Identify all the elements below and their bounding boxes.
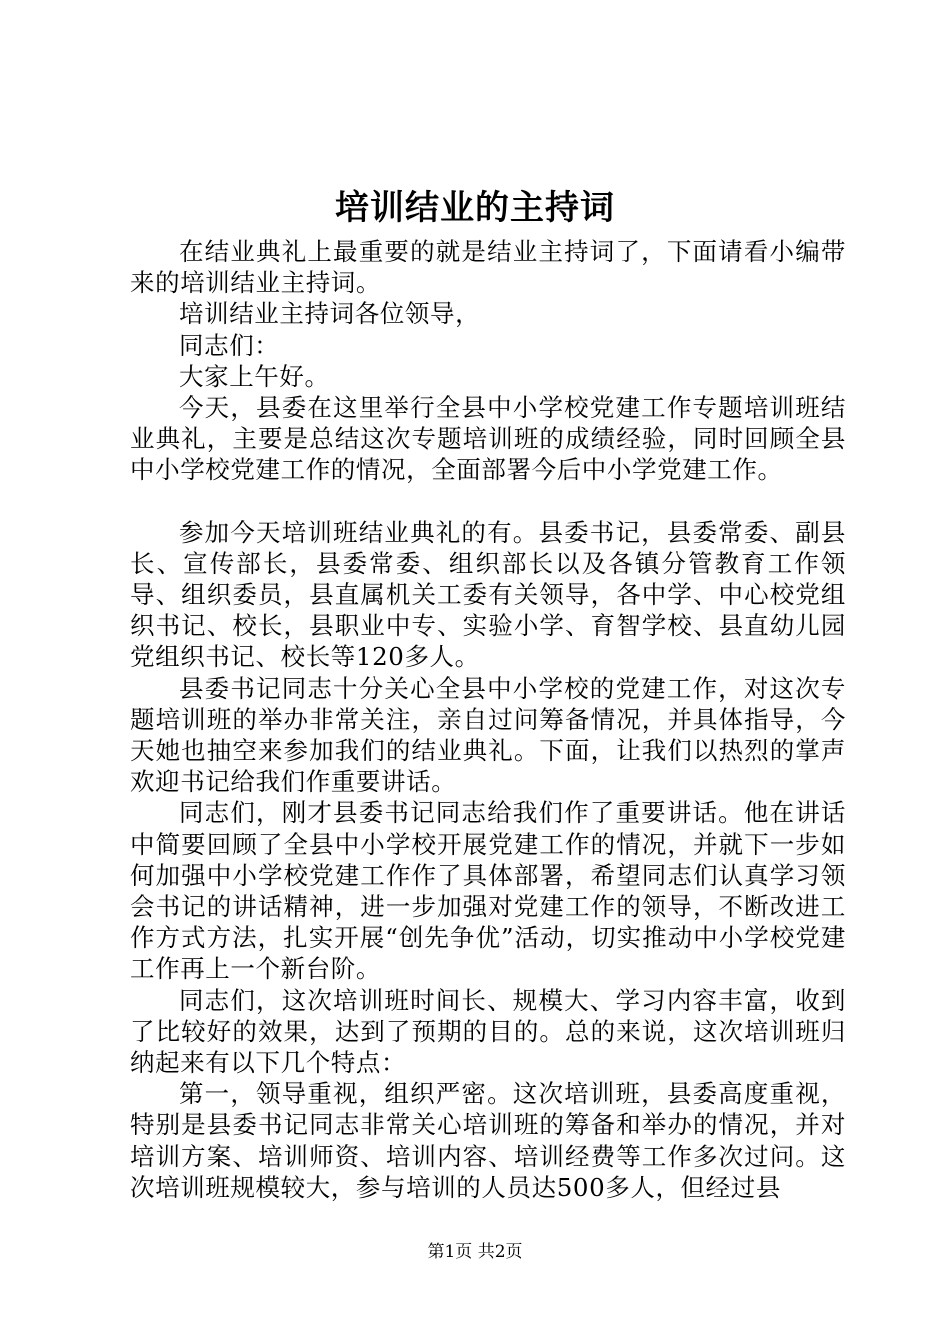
paragraph-greeting: 大家上午好。 [179, 361, 330, 391]
page-number: 第1页 共2页 [427, 1242, 523, 1262]
paragraph-opening: 今天，县委在这里举行全县中小学校党建工作专题培训班结业典礼，主要是总结这次专题培训班的成绩经验，同时回顾全县中小学校党建工作的情况，全面部署今后中小学党建工作。 [130, 393, 846, 485]
document-title: 培训结业的主持词 [335, 188, 615, 228]
paragraph-intro: 在结业典礼上最重要的就是结业主持词了，下面请看小编带来的培训结业主持词。 [130, 237, 846, 298]
paragraph-first-point: 第一，领导重视，组织严密。这次培训班，县委高度重视，特别是县委书记同志非常关心培训班的筹备和举办的情况，并对培训方案、培训师资、培训内容、培训经费等工作多次过问。这次培训班规模较大，参与培训的人员达500多人，但经过县 [130, 1079, 846, 1202]
paragraph-comrades: 同志们： [179, 330, 280, 360]
document-body [130, 236, 846, 1203]
paragraph-attendees: 参加今天培训班结业典礼的有。县委书记，县委常委、副县长、宣传部长，县委常委、组织部长以及各镇分管教育工作领导、组织委员，县直属机关工委有关领导，各中学、中心校党组织书记、校长，县职业中专、实验小学、育智学校、县直幼儿园党组织书记、校长等120多人。 [130, 517, 846, 672]
paragraph-salutation: 培训结业主持词各位领导， [179, 299, 481, 329]
paragraph-secretary-intro: 县委书记同志十分关心全县中小学校的党建工作，对这次专题培训班的举办非常关注，亲自过问筹备情况，并具体指导，今天她也抽空来参加我们的结业典礼。下面，让我们以热烈的掌声欢迎书记给我们作重要讲话。 [130, 673, 846, 797]
paragraph-speech-summary: 同志们，刚才县委书记同志给我们作了重要讲话。他在讲话中简要回顾了全县中小学校开展党建工作的情况，并就下一步如何加强中小学校党建工作作了具体部署，希望同志们认真学习领会书记的讲话精神，进一步加强对党建工作的领导，不断改进工作方式方法，扎实开展“创先争优”活动，切实推动中小学校党建工作再上一个新台阶。 [130, 798, 846, 984]
paragraph-training-features: 同志们，这次培训班时间长、规模大、学习内容丰富，收到了比较好的效果，达到了预期的目的。总的来说，这次培训班归纳起来有以下几个特点： [130, 985, 846, 1078]
